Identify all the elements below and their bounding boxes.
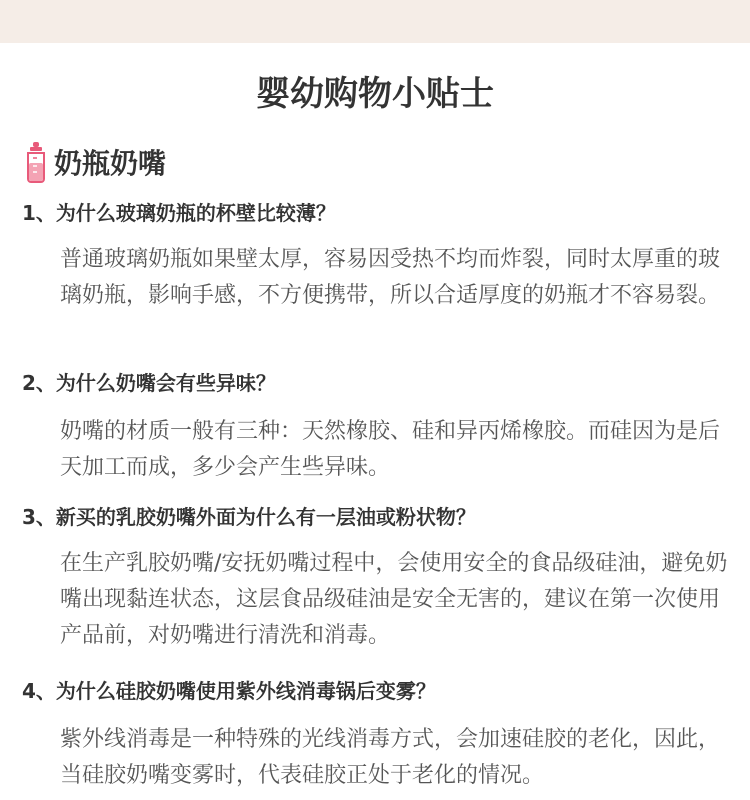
answer-2: 奶嘴的材质一般有三种：天然橡胶、硅和异丙烯橡胶。而硅因为是后天加工而成，多少会产生些异味。 [60,419,721,480]
top-banner-band [0,0,750,43]
question-2: 2、为什么奶嘴会有些异味？ [22,371,276,395]
question-4: 4、为什么硅胶奶嘴使用紫外线消毒锅后变雾？ [22,679,436,703]
answer-1: 普通玻璃奶瓶如果壁太厚，容易因受热不均而炸裂，同时太厚重的玻璃奶瓶，影响手感，不方便携带，所以合适厚度的奶瓶才不容易裂。 [60,247,721,308]
question-3: 3、新买的乳胶奶嘴外面为什么有一层油或粉状物？ [22,505,476,529]
section-title: 奶瓶奶嘴 [54,147,167,180]
baby-bottle-icon [24,141,48,183]
answer-4: 紫外线消毒是一种特殊的光线消毒方式，会加速硅胶的老化，因此，当硅胶奶嘴变雾时，代表硅胶正处于老化的情况。 [60,727,721,788]
page-title: 婴幼购物小贴士 [256,74,494,114]
answer-3: 在生产乳胶奶嘴/安抚奶嘴过程中，会使用安全的食品级硅油，避免奶嘴出现黏连状态，这层食品级硅油是安全无害的，建议在第一次使用产品前，对奶嘴进行清洗和消毒。 [60,551,728,648]
section-header [24,140,166,184]
question-1: 1、为什么玻璃奶瓶的杯壁比较薄？ [22,201,336,225]
